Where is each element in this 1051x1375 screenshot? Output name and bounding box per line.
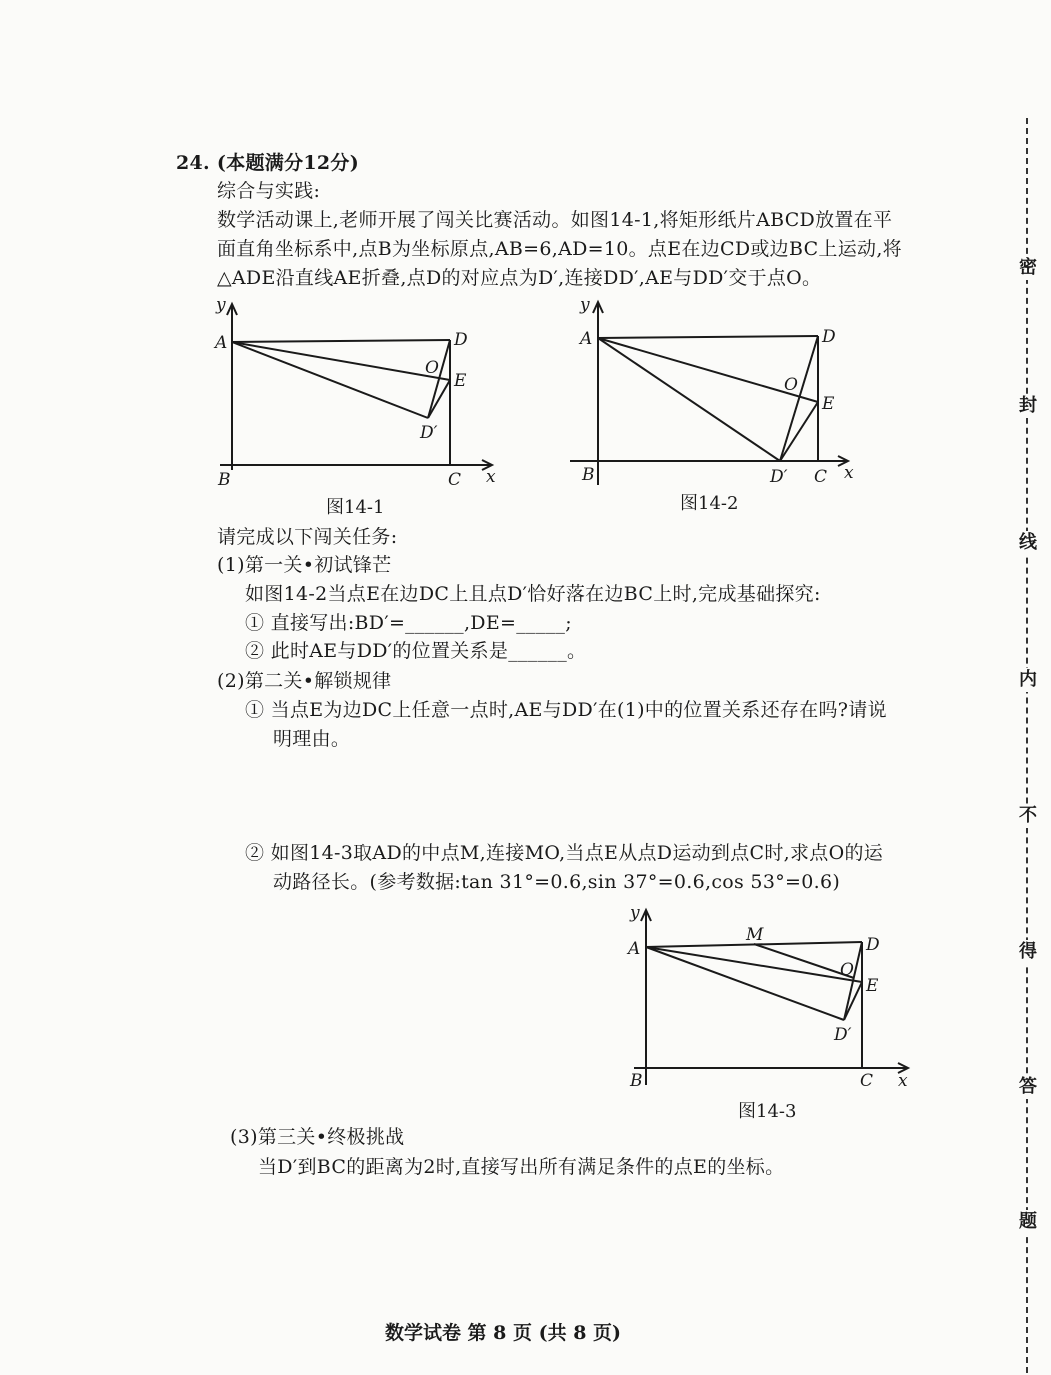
fig3-segment-AD-prime [646, 947, 844, 1020]
fig1-edge-AD [232, 340, 450, 342]
fig1-label-E: E [454, 371, 467, 391]
fig1-label-C: C [448, 470, 462, 490]
fig3-label-B: B [630, 1071, 643, 1091]
figure-14-1 [200, 290, 520, 504]
intro-line-2: 面直角坐标系中,点B为坐标原点,AB=6,AD=10。点E在边CD或边BC上运动,将 [217, 238, 902, 260]
fig1-label-x: x [486, 467, 496, 487]
fig1-label-y: y [216, 295, 226, 315]
fig3-segment-AE [646, 947, 862, 982]
fig2-segment-DD-prime [780, 336, 818, 461]
sidebar-char-1: 密 [1016, 256, 1040, 280]
part2-title: (2)第二关•解锁规律 [217, 670, 392, 692]
fig2-label-x: x [844, 463, 854, 483]
fig3-label-E: E [866, 976, 879, 996]
fig2-label-D: D [822, 327, 836, 347]
part3-description: 当D′到BC的距离为2时,直接写出所有满足条件的点E的坐标。 [258, 1156, 785, 1178]
sidebar-char-4: 内 [1016, 668, 1040, 692]
question-header [176, 150, 359, 176]
part1-description: 如图14-2当点E在边DC上且点D′恰好落在边BC上时,完成基础探究: [245, 583, 821, 605]
fig1-label-D-prime: D′ [420, 423, 438, 443]
sidebar-char-3: 线 [1016, 531, 1040, 555]
fig2-label-C: C [814, 467, 828, 487]
fig3-label-A: A [628, 939, 641, 959]
fig3-segment-D-prime-E [844, 982, 862, 1020]
part1-question-2: ② 此时AE与DD′的位置关系是______。 [245, 640, 587, 662]
fig3-label-D: D [866, 935, 880, 955]
fig2-label-E: E [822, 394, 835, 414]
tasks-intro: 请完成以下闯关任务: [217, 526, 398, 548]
part1-question-1: ① 直接写出:BD′=______,DE=_____; [245, 612, 572, 634]
sidebar-char-2: 封 [1016, 394, 1040, 418]
fig1-label-A: A [215, 333, 228, 353]
fig2-label-D-prime: D′ [770, 467, 788, 487]
intro-line-3: △ADE沿直线AE折叠,点D的对应点为D′,连接DD′,AE与DD′交于点O。 [217, 267, 822, 289]
part3-title: (3)第三关•终极挑战 [230, 1126, 405, 1148]
figure-14-3 [614, 900, 914, 1104]
fig2-label-A: A [580, 329, 593, 349]
fig1-segment-AE [232, 342, 450, 380]
sidebar-char-6: 得 [1016, 940, 1040, 964]
fig2-label-O: O [784, 375, 798, 395]
intro-line-1: 数学活动课上,老师开展了闯关比赛活动。如图14-1,将矩形纸片ABCD放置在平 [217, 209, 893, 231]
figure-14-2 [566, 290, 866, 504]
page-footer: 数学试卷 第 8 页 (共 8 页) [384, 1322, 622, 1344]
sealing-line-sidebar [1006, 0, 1050, 1375]
question-score: (本题满分12分) [216, 152, 360, 174]
sealing-dashed-line [1026, 118, 1028, 1373]
fig2-segment-D-prime-E [780, 402, 818, 461]
fig1-segment-AD-prime [232, 342, 428, 418]
figure-14-3-caption: 图14-3 [738, 1101, 797, 1122]
fig1-label-O: O [425, 358, 439, 378]
fig3-label-D-prime: D′ [834, 1025, 852, 1045]
part2-question-1-line-1: ① 当点E为边DC上任意一点时,AE与DD′在(1)中的位置关系还存在吗?请说 [245, 699, 887, 721]
fig1-label-D: D [454, 330, 468, 350]
part1-title: (1)第一关•初试锋芒 [217, 554, 392, 576]
figure-14-1-caption: 图14-1 [326, 497, 385, 518]
fig3-label-M: M [746, 925, 764, 945]
section-title: 综合与实践: [217, 180, 321, 202]
fig1-label-B: B [218, 470, 231, 490]
sidebar-char-8: 题 [1016, 1210, 1040, 1234]
sidebar-char-5: 不 [1016, 804, 1040, 828]
sidebar-char-7: 答 [1016, 1075, 1040, 1099]
fig3-label-C: C [860, 1071, 874, 1091]
fig2-label-y: y [580, 295, 590, 315]
figure-14-2-caption: 图14-2 [680, 493, 739, 514]
part2-question-2-line-1: ② 如图14-3取AD的中点M,连接MO,当点E从点D运动到点C时,求点O的运 [245, 842, 884, 864]
question-number: 24. [176, 152, 210, 174]
fig2-segment-AD-prime [598, 338, 780, 461]
fig3-label-y: y [630, 903, 640, 923]
fig3-label-O: O [840, 960, 854, 980]
fig2-edge-AD [598, 336, 818, 338]
fig2-label-B: B [582, 465, 595, 485]
part2-question-1-line-2: 明理由。 [273, 728, 351, 750]
part2-question-2-line-2: 动路径长。(参考数据:tan 31°=0.6,sin 37°=0.6,cos 53°=0.6) [273, 871, 841, 893]
fig3-label-x: x [898, 1071, 908, 1091]
fig1-segment-D-prime-E [428, 380, 450, 418]
